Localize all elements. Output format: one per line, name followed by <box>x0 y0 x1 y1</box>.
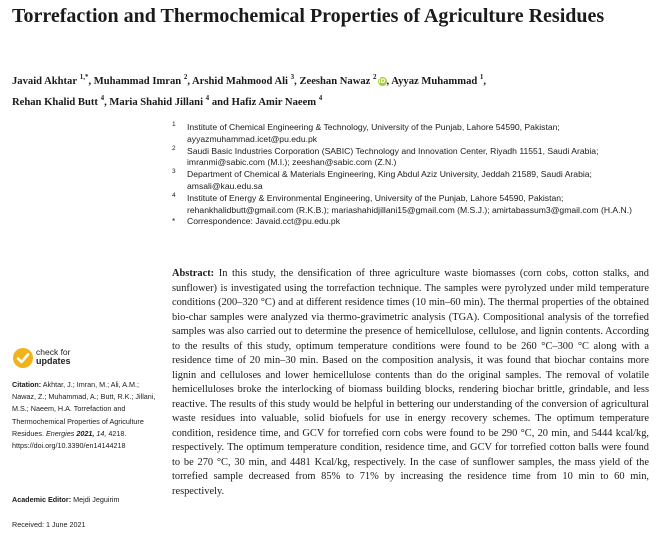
author-name: Maria Shahid Jillani <box>109 97 204 108</box>
badge-label <box>36 348 71 366</box>
citation-year: 2021, <box>76 428 95 438</box>
author-affiliation-mark: 3 <box>290 73 295 81</box>
abstract <box>172 267 649 499</box>
received-value: 1 June 2021 <box>45 520 86 529</box>
editor-name: Mejdi Jeguirim <box>73 495 120 504</box>
affiliation-number: 1 <box>172 121 176 128</box>
citation-text: Akhtar, J.; Imran, M.; Ali, A.M.; Nawaz, Z.; Muhammad, A.; Butt, R.K.; Jillani, M.S.; Naeem, H.A. Torrefaction and Thermochemical Properties of Agriculture Residues. <box>12 380 156 438</box>
correspondence-text: Correspondence: Javaid.cct@pu.edu.pk <box>187 216 340 227</box>
author-affiliation-mark: 1 <box>479 73 484 81</box>
citation-block <box>12 379 162 452</box>
citation-pages: 4218. <box>108 428 127 438</box>
author-line-2: Rehan Khalid Butt $^4$, Maria Shahid Jillani $^4$ and Hafiz Amir Naeem $^4$ <box>12 94 323 108</box>
affiliation-text: Saudi Basic Industries Corporation (SABIC) Technology and Innovation Center, Riyadh 11551, Saudi Arabia; imranmi@sabic.com (M.I.); zeeshan@sabic.com (Z.N.) <box>187 145 599 168</box>
affiliation-item <box>172 122 652 146</box>
affiliation-number: 3 <box>172 168 176 176</box>
author-affiliation-mark: 2 <box>373 73 377 81</box>
citation-label: Citation: <box>12 380 42 389</box>
author-list <box>12 69 652 111</box>
check-for-updates-icon <box>12 347 34 369</box>
badge-line-1: check for <box>36 347 71 357</box>
academic-editor <box>12 495 162 505</box>
received-date <box>12 520 162 530</box>
doi-link[interactable]: https://doi.org/10.3390/en14144218 <box>12 441 126 451</box>
correspondence-item <box>172 216 652 228</box>
author-line-1: Javaid Akhtar $^{1,*}$, Muhammad Imran $^2$, Arshid Mahmood Ali $^3$, Zeeshan Nawaz $^2$iD, Ayyaz Muhammad $^1$, <box>12 73 487 87</box>
received-label: Received: <box>12 520 44 529</box>
affiliation-number: 4 <box>172 191 176 199</box>
citation-journal: Energies <box>45 428 75 438</box>
abstract-text: In this study, the densification of three agriculture waste biomasses (corn cobs, cotton stalks, and sunflower) is investigated using the torrefaction technique. The samples were pyrolyzed under mild temperature conditions (200–320 °C) and at different residence times (10 min–60 min). The thermal properties of the obtained bio-char samples were analyzed via thermo-gravimetric analysis (TGA). Compositional analysis of the torrefied samples was also carried out to determine the presence of hemicellulose, cellulose, and lignin contents. According to the results of this study, optimum temperature conditions were found to be 260 °C–300 °C along with a residence time of 20 min–30 min. Based on the composition analysis, it was found that biochar contains more lignin and celluloses and lower hemicellulose contents than do the original samples. The removal of volatile hemicelluloses broke the interlocking of biomass building blocks, rendering biochar brittle, grindable, and less reactive. The results of this study would be helpful in bettering our understanding of the conversion of agricultural waste residues into valuable, solid biofuels for use in energy recovery schemes. The optimum temperature condition, residence time, and GCV for torrefied corn cobs were found to be 290 °C, 20 min, and 5444 kcal/kg, respectively. The optimum temperature condition, residence time, and GCV for torrefied cotton balls were found to be 270 °C, 30 min, and 4481 Kcal/kg, respectively. In the case of sunflower samples, the mass yield of the torrefied sample decreased from 85% to 71% by increasing the residence time from 10 min to 60 min, respectively. <box>172 268 649 497</box>
author-affiliation-mark: 4 <box>318 94 323 102</box>
editor-label: Academic Editor: <box>12 495 72 504</box>
orcid-icon[interactable]: iD <box>378 78 386 85</box>
affiliation-item <box>172 193 652 217</box>
affiliation-number: 2 <box>172 144 176 152</box>
paper-title: Torrefaction and Thermochemical Properties of Agriculture Residues <box>12 5 605 27</box>
affiliation-text: Institute of Chemical Engineering & Technology, University of the Punjab, Lahore 54590, Pakistan; ayyazmuhammad.icet@pu.edu.pk <box>187 122 560 144</box>
affiliation-text: Department of Chemical & Materials Engineering, King Abdul Aziz University, Jeddah 21589, Saudi Arabia; amsali@kau.edu.sa <box>187 169 592 191</box>
citation-volume: 14, <box>96 428 107 438</box>
affiliation-list <box>172 122 652 228</box>
check-for-updates-badge[interactable] <box>12 346 92 370</box>
author-name: Ayyaz Muhammad <box>391 76 478 87</box>
author-affiliation-mark: 4 <box>205 94 210 102</box>
author-name: Hafiz Amir Naeem <box>231 97 317 108</box>
author-name: Muhammad Imran <box>93 76 182 87</box>
author-name: Rehan Khalid Butt <box>12 97 98 108</box>
author-name: Zeeshan Nawaz <box>299 76 371 87</box>
abstract-label: Abstract: <box>172 268 215 279</box>
author-affiliation-mark: 1,* <box>79 73 89 81</box>
affiliation-item <box>172 169 652 193</box>
author-conjunction: and <box>211 97 229 108</box>
author-affiliation-mark: 2 <box>183 73 188 81</box>
affiliation-item <box>172 146 652 170</box>
correspondence-mark: * <box>172 217 176 227</box>
affiliation-text: Institute of Energy & Environmental Engineering, University of the Punjab, Lahore 54590, Pakistan; rehankhalidbutt@gmail.com (R.K.B.); mariashahidjillani15@gmail.com (M.S.J.); amirtabassum3@gmail.com (H.A.N.) <box>187 192 633 215</box>
author-name: Arshid Mahmood Ali <box>192 76 288 87</box>
author-name: Javaid Akhtar <box>12 76 78 87</box>
author-affiliation-mark: 4 <box>100 94 105 102</box>
badge-line-2: updates <box>36 356 71 366</box>
